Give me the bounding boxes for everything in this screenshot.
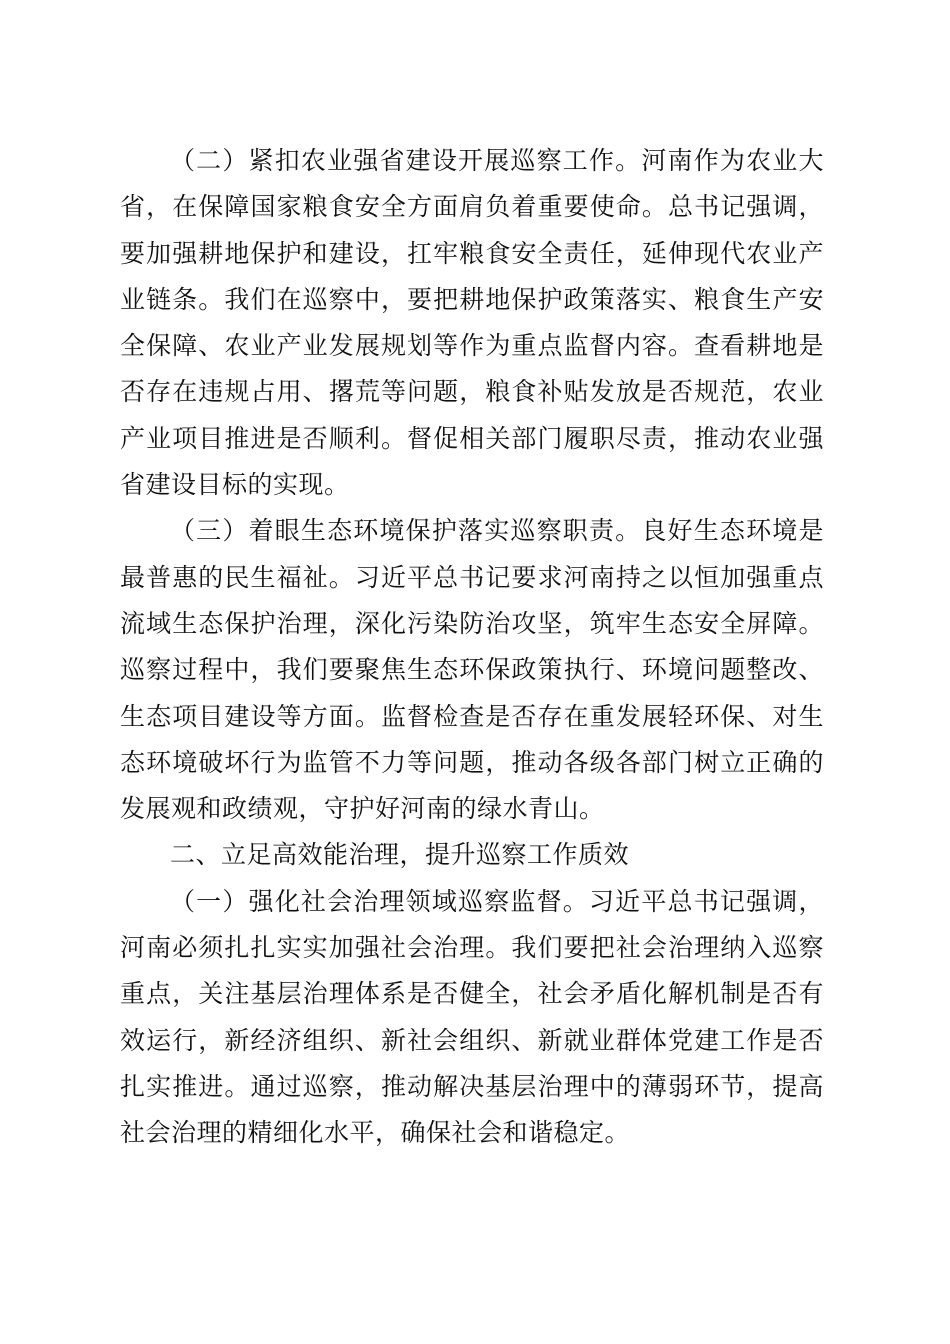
paragraph-text: 习近平总书记强调，河南必须扎扎实实加强社会治理。我们要把社会治理纳入巡察重点，关注基层治理体系是否健全，社会矛盾化解机制是否有效运行，新经济组织、新社会组织、新就业群体党建工作是否扎实推进。通过巡察，推动解决基层治理中的薄弱环节，提高社会治理的精细化水平，确保社会和谐稳定。: [120, 886, 824, 1148]
paragraph-agriculture: [120, 138, 824, 508]
section-heading: 二、立足高效能治理，提升巡察工作质效: [170, 840, 630, 870]
document-body: [120, 138, 824, 1157]
paragraph-social-governance: [120, 879, 824, 1157]
paragraph-lead: （三）着眼生态环境保护落实巡察职责。: [170, 516, 642, 546]
paragraph-text: 良好生态环境是最普惠的民生福祉。习近平总书记要求河南持之以恒加强重点流域生态保护治理，深化污染防治攻坚，筑牢生态安全屏障。巡察过程中，我们要聚焦生态环保政策执行、环境问题整改、生态项目建设等方面。监督检查是否存在重发展轻环保、对生态环境破坏行为监管不力等问题，推动各级各部门树立正确的发展观和政绩观，守护好河南的绿水青山。: [120, 516, 824, 824]
paragraph-text: 河南作为农业大省，在保障国家粮食安全方面肩负着重要使命。总书记强调，要加强耕地保护和建设，扛牢粮食安全责任，延伸现代农业产业链条。我们在巡察中，要把耕地保护政策落实、粮食生产安全保障、农业产业发展规划等作为重点监督内容。查看耕地是否存在违规占用、撂荒等问题，粮食补贴发放是否规范，农业产业项目推进是否顺利。督促相关部门履职尽责，推动农业强省建设目标的实现。: [120, 146, 824, 500]
paragraph-lead: （二）紧扣农业强省建设开展巡察工作。: [170, 146, 642, 175]
paragraph-lead: （一）强化社会治理领域巡察监督。: [170, 886, 589, 916]
paragraph-ecology: [120, 508, 824, 832]
